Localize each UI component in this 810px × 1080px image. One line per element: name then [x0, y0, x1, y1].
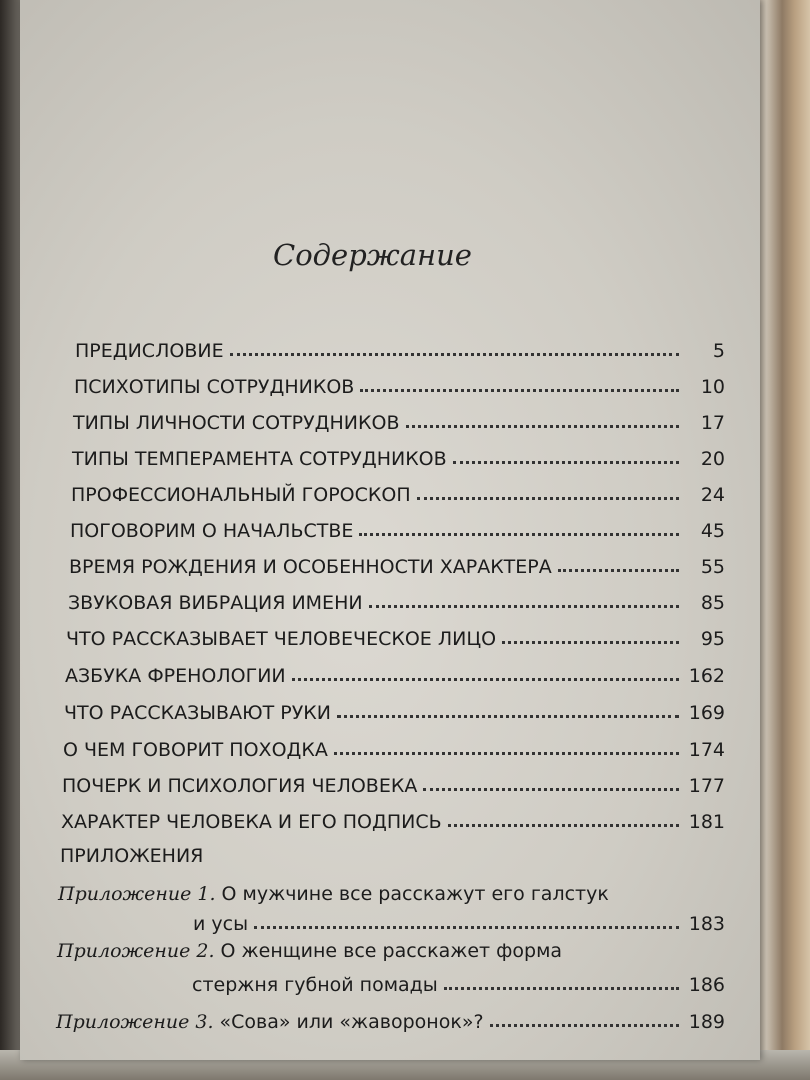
- toc-entry-page: 17: [700, 412, 725, 434]
- leader-dots: [292, 677, 679, 681]
- toc-entry: [68, 592, 725, 614]
- appendix-entry-line: [58, 883, 725, 905]
- toc-entry-page: 85: [700, 592, 725, 614]
- toc-entry-title: ПРЕДИСЛОВИЕ: [75, 340, 224, 362]
- toc-entry-page: 177: [688, 775, 725, 797]
- leader-dots: [502, 640, 679, 644]
- toc-entry: [63, 739, 725, 761]
- leader-dots: [423, 787, 679, 791]
- appendix-title-continued: стержня губной помады: [192, 974, 438, 996]
- toc-entry-page: 181: [688, 811, 725, 833]
- toc-entry: [61, 811, 725, 833]
- toc-entry-page: 45: [700, 520, 725, 542]
- appendix-heading-row: [60, 845, 725, 867]
- toc-entry-page: 10: [700, 376, 725, 398]
- toc-entry-title: ПОГОВОРИМ О НАЧАЛЬСТВЕ: [70, 520, 354, 542]
- appendix-title: О женщине все расскажет форма: [220, 940, 563, 962]
- leader-dots: [448, 823, 679, 827]
- leader-dots: [360, 388, 679, 392]
- toc-entry-title: ПРОФЕССИОНАЛЬНЫЙ ГОРОСКОП: [71, 484, 411, 506]
- toc-entry: [65, 665, 725, 687]
- toc-entry-page: 174: [688, 739, 725, 761]
- toc-entry-title: ХАРАКТЕР ЧЕЛОВЕКА И ЕГО ПОДПИСЬ: [61, 811, 442, 833]
- toc-entry: [71, 484, 725, 506]
- appendix-prefix: Приложение 3.: [56, 1011, 214, 1033]
- leader-dots: [444, 986, 679, 990]
- toc-entry-title: АЗБУКА ФРЕНОЛОГИИ: [65, 665, 286, 687]
- toc-entry-title: ЧТО РАССКАЗЫВАЮТ РУКИ: [64, 702, 331, 724]
- appendix-entry-line: [56, 1011, 725, 1033]
- toc-entry-page: 169: [688, 702, 725, 724]
- page-title: Содержание: [273, 238, 472, 272]
- leader-dots: [369, 604, 679, 608]
- toc-entry-page: 20: [700, 448, 725, 470]
- appendix-entry-line: [192, 974, 725, 996]
- leader-dots: [406, 424, 680, 428]
- toc-entry-page: 162: [688, 665, 725, 687]
- toc-entry: [74, 376, 725, 398]
- toc-entry-title: ЧТО РАССКАЗЫВАЕТ ЧЕЛОВЕЧЕСКОЕ ЛИЦО: [66, 628, 497, 650]
- toc-entry: [75, 340, 725, 362]
- toc-entry-title: О ЧЕМ ГОВОРИТ ПОХОДКА: [63, 739, 328, 761]
- leader-dots: [359, 532, 679, 536]
- leader-dots: [254, 925, 679, 929]
- leader-dots: [334, 751, 679, 755]
- toc-entry-page: 55: [700, 556, 725, 578]
- toc-entry: [72, 448, 725, 470]
- toc-entry-title: ТИПЫ ЛИЧНОСТИ СОТРУДНИКОВ: [73, 412, 400, 434]
- toc-entry-title: ЗВУКОВАЯ ВИБРАЦИЯ ИМЕНИ: [68, 592, 363, 614]
- toc-entry: [70, 520, 725, 542]
- toc-entry-title: ТИПЫ ТЕМПЕРАМЕНТА СОТРУДНИКОВ: [72, 448, 447, 470]
- toc-entry: [64, 702, 725, 724]
- toc-entry: [73, 412, 725, 434]
- appendix-heading: ПРИЛОЖЕНИЯ: [60, 845, 204, 867]
- appendix-title-continued: и усы: [193, 913, 249, 935]
- toc-entry-page: 5: [712, 340, 725, 362]
- toc-entry-page: 95: [700, 628, 725, 650]
- appendix-title: «Сова» или «жаворонок»?: [219, 1011, 484, 1033]
- leader-dots: [230, 352, 679, 356]
- appendix-entry-line: [193, 913, 725, 935]
- book-page: [20, 0, 760, 1060]
- appendix-title: О мужчине все расскажут его галстук: [221, 883, 609, 905]
- leader-dots: [417, 496, 679, 500]
- leader-dots: [490, 1023, 679, 1027]
- leader-dots: [337, 714, 679, 718]
- leader-dots: [453, 460, 679, 464]
- toc-entry: [69, 556, 725, 578]
- toc-entry: [66, 628, 725, 650]
- appendix-page: 186: [688, 974, 725, 996]
- leader-dots: [558, 568, 679, 572]
- toc-entry-title: ПСИХОТИПЫ СОТРУДНИКОВ: [74, 376, 355, 398]
- appendix-page: 189: [688, 1011, 725, 1033]
- appendix-prefix: Приложение 2.: [57, 940, 215, 962]
- appendix-entry-line: [57, 940, 725, 962]
- toc-entry-title: ВРЕМЯ РОЖДЕНИЯ И ОСОБЕННОСТИ ХАРАКТЕРА: [69, 556, 552, 578]
- toc-entry-page: 24: [700, 484, 725, 506]
- toc-entry: [62, 775, 725, 797]
- toc-entry-title: ПОЧЕРК И ПСИХОЛОГИЯ ЧЕЛОВЕКА: [62, 775, 418, 797]
- appendix-page: 183: [688, 913, 725, 935]
- appendix-prefix: Приложение 1.: [58, 883, 216, 905]
